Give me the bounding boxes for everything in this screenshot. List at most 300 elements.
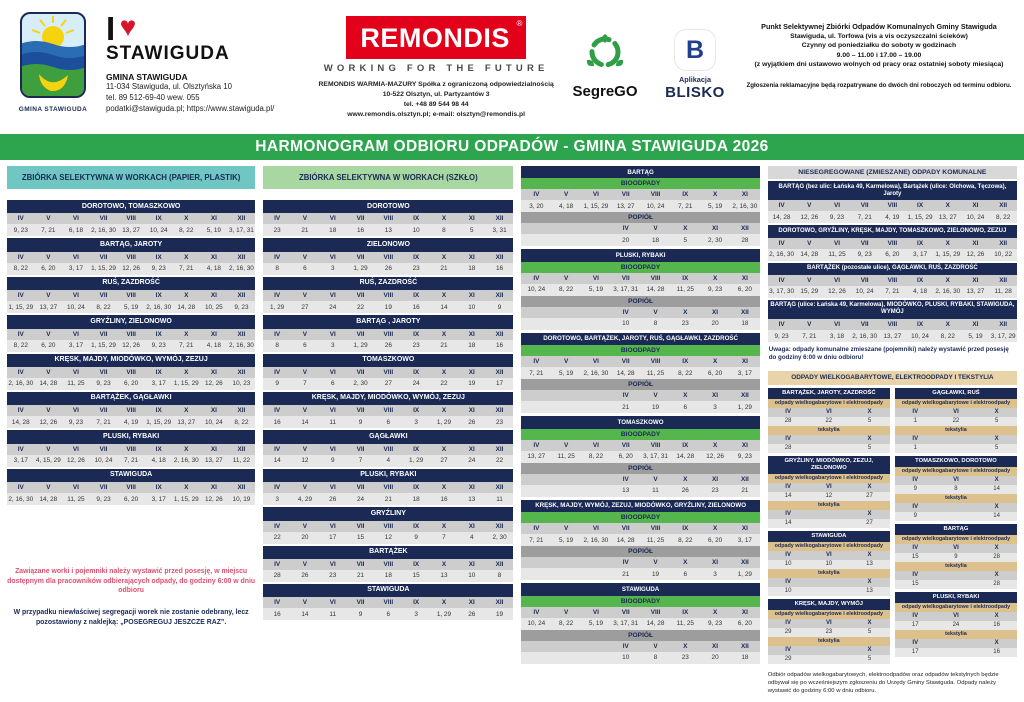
date-cell: 28 [993,554,1000,561]
date-cell: 6 [303,342,307,350]
date-cell: 6, 20 [737,620,752,628]
month-cell-row [7,405,255,416]
area-header: RUŚ, ZAZDROŚĆ [263,277,513,290]
month-cell: IX [413,292,420,300]
month-cell: XI [712,642,719,650]
date-cell: 14, 28 [676,453,695,461]
month-cell: VI [72,484,79,492]
date-cell: 7, 21 [96,418,111,426]
date-cell-row [263,493,513,505]
date-cell: 2, 16, 30 [228,342,254,350]
month-cell: VI [329,445,336,453]
schedule-table [263,354,513,390]
date-cell: 16 [356,226,365,234]
month-cell: XI [210,484,217,492]
ash-subheader: POPIÓŁ [521,463,759,474]
month-cell: IV [17,484,24,492]
month-cell: X [945,239,950,247]
month-cell: VIII [383,368,394,376]
date-cell-row [895,553,1017,562]
date-cell: 10 [468,303,476,311]
textiles-subheader: tekstylia [768,501,890,510]
month-cell: IX [682,441,689,449]
month-cell: XII [495,292,504,300]
segrego-label: SegreGO [572,83,638,100]
month-cell: VI [833,202,841,210]
month-cell: VII [621,525,630,533]
date-cell [521,318,551,330]
month-cell [581,390,611,401]
month-cell: VIII [383,407,394,415]
month-cell: IX [155,330,162,338]
month-cell: IV [622,475,629,483]
date-cell-row [768,249,1017,261]
month-cell: IV [912,477,919,484]
note-wrong-segregation: W przypadku niewłaściwej segregacji worek nie zostanie odebrany, lecz pozostawiony z naklejką: „POSEGREGUJ JESZCZE RAZ”. [13,609,249,626]
date-cell-row [263,532,513,544]
area-header: BARTĄŻEK (pozostałe ulice), GĄGŁAWKI, RUŚ, ZAZDROŚĆ [768,263,1017,275]
date-cell: 11, 25 [557,453,575,461]
month-cell: VI [592,358,599,366]
month-cell: IX [413,522,420,530]
month-cell: VIII [126,407,136,415]
schedule-table [7,277,255,313]
month-cell: VI [329,368,336,376]
month-cell: X [712,191,718,199]
month-cell-row [895,435,1017,444]
month-cell-row [768,408,890,417]
column-glass [263,166,513,622]
month-cell: XII [237,484,246,492]
remondis-phone: tel. +48 89 544 98 44 [403,100,469,108]
date-cell: 13, 27 [39,303,58,311]
area-header: STAWIGUDA [263,584,513,597]
month-cell-row [263,559,513,570]
date-cell: 14 [993,513,1000,520]
date-cell: 10, 24 [646,202,665,210]
date-cell: 12, 26 [966,251,985,259]
date-cell: 9 [497,303,502,311]
month-cell: XI [210,445,217,453]
bulky-subheader: odpady wielkogabarytowe i elektroodpady [768,474,890,483]
area-header: BARTĄŻEK, JAROTY, ZAZDROŚĆ [768,388,890,399]
month-cell [581,307,611,318]
month-cell: VII [621,441,630,449]
month-cell-row [895,612,1017,621]
date-cell-row [521,234,759,246]
area-header: KRĘSK, MAJDY, MIODÓWKO, WYMÓJ, ZEZUJ [7,354,255,367]
date-cell: 4, 19 [124,418,139,426]
pszok-hours-intro: Czynny od poniedziałku do soboty w godzinach [801,42,957,50]
month-cell-row [263,367,513,378]
date-cell: 7, 21 [179,342,194,350]
date-cell: 1, 29 [353,342,368,350]
month-cell: IX [413,484,420,492]
date-cell [521,234,551,246]
month-cell: IV [533,274,540,282]
date-cell: 7 [303,380,307,388]
month-cell: X [994,640,999,647]
column-bio-ash [521,166,759,667]
area-header: DOROTOWO, TOMASZKOWO [7,200,255,213]
month-cell: IV [533,608,540,616]
date-cell: 7, 21 [41,226,56,234]
month-cell: VI [833,321,841,329]
date-cell: 1, 15, 29 [935,251,961,259]
date-cell: 5 [469,226,474,234]
date-cell: 6 [386,610,391,618]
date-cell: 1 [913,445,917,452]
month-cell: IV [778,239,785,247]
date-cell: 3, 17, 31 [613,620,639,628]
date-cell: 18 [468,342,476,350]
month-cell: XII [237,215,246,223]
note-mixed-containers: Uwaga: odpady komunalne zmieszane (pojemniki) należy wystawić przed posesję do godziny 6:00 w dniu odbioru! [768,346,1009,362]
date-cell [936,444,977,453]
textiles-subheader: tekstylia [768,426,890,435]
date-cell: 16 [412,303,420,311]
date-cell-row [263,570,513,582]
month-cell: IX [155,445,162,453]
area-header: GĄGŁAWKI, RUŚ [895,388,1017,399]
month-cell: IV [17,253,24,261]
date-cell: 13, 27 [966,288,985,296]
month-cell: XI [468,407,475,415]
heart-icon: ♥ [119,11,137,42]
month-cell [521,223,551,234]
gmina-contact: podatki@stawiguda.pl; https://www.stawiguda.pl/ [106,103,275,113]
date-cell: 13 [468,495,476,503]
date-cell: 16 [273,610,281,618]
date-cell: 10, 24 [855,288,874,296]
month-cell: XII [740,225,749,233]
date-cell: 8 [275,342,279,350]
month-cell: IV [274,292,281,300]
schedule-table [263,277,513,313]
date-cell: 9, 23 [68,418,84,426]
date-cell: 5 [867,656,872,663]
date-cell: 20 [622,236,630,244]
bulky-subheader: odpady wielkogabarytowe i elektroodpady [895,535,1017,544]
month-cell: VI [592,441,599,449]
month-cell: IX [155,292,162,300]
month-cell: VII [99,484,108,492]
month-cell: IV [274,445,281,453]
month-cell-row [768,435,890,444]
month-cell: IV [912,436,919,443]
month-cell: VIII [650,441,661,449]
date-cell: 11, 25 [828,251,846,259]
month-cell: X [945,276,950,284]
month-cell: XI [210,215,217,223]
blisko-app-word: Aplikacja [678,75,712,84]
date-cell-row [521,200,759,212]
month-cell: VIII [383,522,394,530]
date-cell: 8 [275,265,279,273]
month-cell: VI [833,239,841,247]
month-cell: VIII [887,321,898,329]
month-cell: X [867,579,872,586]
month-cell-row [7,252,255,263]
date-cell: 9 [358,610,363,618]
month-cell: XII [495,215,504,223]
date-cell: 7, 21 [885,288,900,296]
date-cell: 12 [301,457,309,465]
date-cell-row [263,378,513,390]
gmina-name: GMINA STAWIGUDA [106,71,188,82]
month-cell [808,435,849,444]
date-cell [551,401,581,413]
date-cell: 12, 26 [204,380,223,388]
bio-subheader: BIOODPADY [521,262,759,273]
date-cell: 10, 24 [911,332,929,340]
month-cell: X [184,253,189,261]
date-cell: 3, 17 [151,380,166,388]
month-cell-row [895,571,1017,580]
month-cell: VI [72,407,79,415]
month-cell-row [521,356,759,367]
area-header: BARTĄG , JAROTY [263,315,513,328]
month-cell: IV [912,572,919,579]
segrego-recycle-icon [582,61,628,78]
date-cell: 18 [384,572,392,580]
date-cell: 18 [468,265,476,273]
month-cell: XII [495,407,504,415]
date-cell: 5 [867,629,872,636]
month-cell: XII [495,368,504,376]
date-cell: 14 [993,486,1000,493]
month-cell: XI [712,225,719,233]
month-cell [581,641,611,652]
month-cell-row [768,619,890,628]
month-cell: VI [72,330,79,338]
bio-ash-table [521,166,759,246]
month-cell: XII [495,522,504,530]
month-cell: V [653,559,658,567]
paper-plastic-tables [7,200,255,505]
month-cell: IV [785,579,791,586]
month-cell: X [867,484,872,491]
date-cell: 9, 23 [774,332,789,340]
section-header-bulky: ODPADY WIELKOGABARYTOWE, ELEKTROODPADY I TEKSTYLIA [768,371,1017,385]
month-cell: VII [860,321,869,329]
month-cell: VI [825,409,832,416]
month-cell: V [564,274,569,282]
date-cell: 7, 21 [802,332,817,340]
date-cell: 8 [497,572,502,580]
month-cell: IV [274,215,281,223]
date-cell: 7, 21 [529,369,544,377]
date-cell-row [521,652,759,664]
month-cell: VII [860,276,869,284]
date-cell: 15 [911,554,919,561]
remondis-logo [346,16,526,59]
gmina-logo-wrap [14,8,92,134]
date-cell: 14, 28 [646,286,665,294]
registered-mark-icon: ® [516,19,523,28]
month-cell: VIII [887,276,898,284]
date-cell: 10, 25 [204,303,223,311]
month-cell-row [521,607,759,618]
date-cell [581,401,611,413]
month-cell: X [441,445,447,453]
remondis-address: 10-522 Olsztyn, ul. Partyzantów 3 [382,90,490,98]
month-cell: VI [953,409,959,416]
date-cell: 8, 22 [559,620,574,628]
month-cell-row [7,367,255,378]
date-cell: 27 [866,493,873,500]
month-cell: V [653,225,658,233]
month-cell: XII [740,308,749,316]
month-cell: V [46,445,51,453]
month-cell: X [712,358,718,366]
month-cell: VIII [383,330,394,338]
date-cell: 4 [386,457,391,465]
month-cell: XII [999,321,1008,329]
month-cell: IV [622,308,629,316]
date-cell: 27 [866,520,873,527]
month-cell: VII [99,330,108,338]
bio-ash-table [521,500,759,580]
month-cell: XII [495,484,504,492]
date-cell: 3, 20 [529,202,544,210]
date-cell [581,318,611,330]
ash-subheader: POPIÓŁ [521,546,759,557]
month-cell [521,641,551,652]
month-cell [521,390,551,401]
month-cell [808,510,849,519]
date-cell: 5 [994,418,999,425]
date-cell: 26 [468,610,476,618]
month-cell: X [867,552,872,559]
month-cell: IX [155,368,162,376]
date-cell: 18 [651,236,660,244]
month-cell: V [46,253,51,261]
date-cell: 9 [913,486,917,493]
month-cell: VI [953,477,959,484]
month-cell: VIII [126,292,136,300]
date-cell [521,652,551,664]
date-cell: 12, 26 [706,453,724,461]
month-cell: V [807,202,812,210]
month-cell: IV [274,522,281,530]
date-cell: 10, 24 [527,620,546,628]
month-cell: VI [329,599,336,607]
date-cell: 24 [468,457,476,465]
schedule-table [263,315,513,351]
area-header: BARTĄŻEK [263,546,513,559]
bulky-table [895,388,1017,453]
month-cell [808,646,849,655]
date-cell: 28 [784,445,792,452]
date-cell [581,234,611,246]
date-cell: 1, 29 [436,610,452,618]
schedule-table [263,430,513,466]
date-cell: 2, 16, 30 [8,495,34,503]
month-cell: XI [972,239,979,247]
blisko-letter: B [685,35,705,64]
area-header: STAWIGUDA [7,469,255,482]
textiles-subheader: tekstylia [895,630,1017,639]
month-cell-row [263,252,513,263]
date-cell: 14, 28 [772,213,791,221]
month-cell: V [46,330,51,338]
date-cell: 13, 27 [527,453,546,461]
month-cell: VIII [887,202,898,210]
month-cell-row [521,641,759,652]
month-cell: VII [621,358,630,366]
month-cell: XII [740,392,749,400]
date-cell: 12, 26 [122,265,140,273]
month-cell: XII [237,407,246,415]
month-cell: XI [210,253,217,261]
date-cell: 26 [681,487,689,495]
month-cell [936,571,977,580]
month-cell: X [712,441,718,449]
area-header: DOROTOWO, GRYŹLINY, KRĘSK, MAJDY, TOMASZKOWO, ZIELONOWO, ZEZUJ [768,225,1017,237]
month-cell-row [263,597,513,608]
date-cell: 10, 24 [67,303,85,311]
date-cell: 22 [273,534,281,542]
textiles-subheader: tekstylia [768,569,890,578]
date-cell: 13 [622,487,630,495]
date-cell: 3, 31 [492,226,507,234]
date-cell: 10 [784,588,792,595]
date-cell: 12, 26 [122,342,140,350]
bio-ash-table [521,249,759,329]
schedule-table [7,200,255,236]
pszok-title: Punkt Selektywnej Zbiórki Odpadów Komunalnych Gminy Stawiguda [761,22,997,31]
month-cell: VI [329,215,336,223]
date-cell: 10 [412,226,420,234]
schedule-table [768,300,1017,342]
month-cell: XI [712,308,719,316]
date-cell: 2, 30 [353,380,368,388]
month-cell-row [263,290,513,301]
month-cell: VIII [650,525,661,533]
date-cell: 20 [301,534,309,542]
date-cell: 3, 17 [68,342,84,350]
month-cell: VI [72,368,79,376]
month-cell: VIII [383,253,394,261]
date-cell-row [895,444,1017,453]
month-cell [551,641,581,652]
date-cell: 11, 25 [67,380,85,388]
date-cell: 1, 15, 29 [173,495,199,503]
date-cell: 3, 17 [151,495,166,503]
bio-ash-table [521,416,759,496]
date-cell: 13, 27 [122,226,140,234]
month-cell: IV [533,441,540,449]
section-header-mixed: NIESEGREGOWANE (ZMIESZANE) ODPADY KOMUNALNE [768,166,1017,179]
schedule-table [768,263,1017,298]
date-cell-row [7,263,255,275]
date-cell: 3, 17 [737,369,752,377]
date-cell: 17 [911,622,919,629]
month-cell: VI [592,191,599,199]
date-cell: 18 [741,654,749,662]
area-header: ZIELONOWO [263,238,513,251]
month-cell: XII [740,642,749,650]
month-cell: VII [356,522,365,530]
month-cell: X [945,202,950,210]
remondis-slogan: WORKING FOR THE FUTURE [323,63,549,74]
date-cell: 9, 23 [737,453,752,461]
month-cell: VII [99,445,108,453]
date-cell: 7 [358,457,363,465]
month-cell: XI [741,191,748,199]
month-cell: X [867,511,872,518]
